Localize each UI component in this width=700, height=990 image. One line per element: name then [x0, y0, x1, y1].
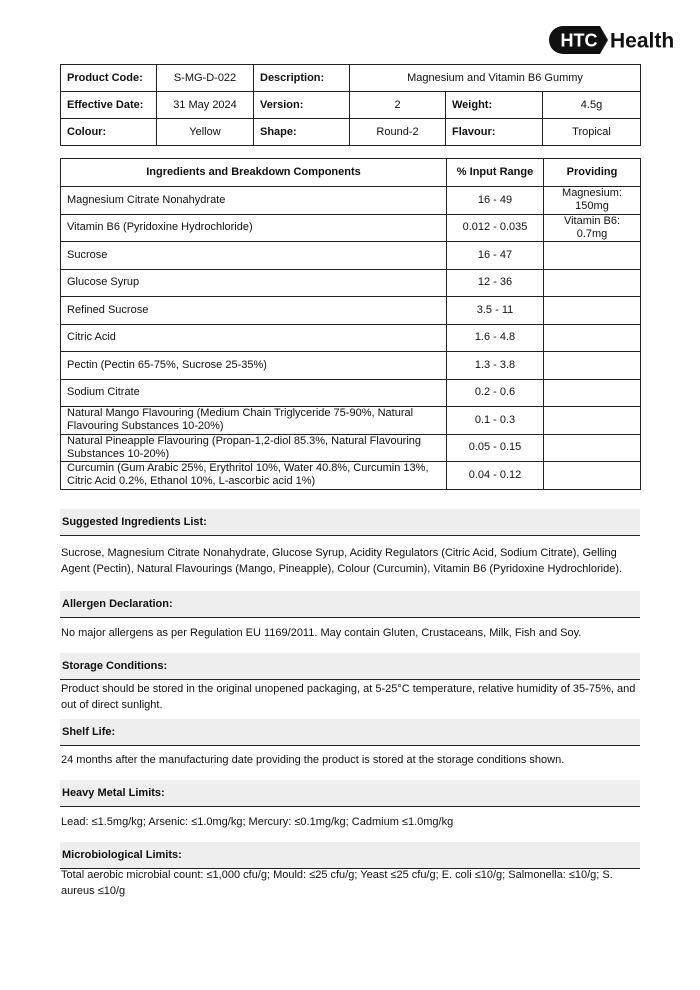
ingredient-providing	[544, 407, 641, 435]
ingredient-range: 16 - 49	[447, 187, 544, 215]
ingredients-list-text: Sucrose, Magnesium Citrate Nonahydrate, Glucose Syrup, Acidity Regulators (Citric Acid, Sodium Citrate), Gelling Agent (Pectin), Natural Flavourings (Mango, Pineapple), Colour (Curcumin), Vitamin B6 (Pyridoxine Hydrochloride).	[61, 547, 623, 575]
ingredient-name: Natural Pineapple Flavouring (Propan-1,2-diol 85.3%, Natural Flavouring Substances 10-20%)	[61, 434, 447, 462]
ingredients-table	[60, 158, 641, 490]
shape-value: Round-2	[350, 119, 446, 146]
table-row	[61, 324, 641, 352]
table-row	[61, 407, 641, 435]
heavy-metals-text: Lead: ≤1.5mg/kg; Arsenic: ≤1.0mg/kg; Mercury: ≤0.1mg/kg; Cadmium ≤1.0mg/kg	[61, 816, 454, 828]
colour-value: Yellow	[157, 119, 254, 146]
description-value: Magnesium and Vitamin B6 Gummy	[350, 65, 641, 92]
column-header-providing: Providing	[544, 159, 641, 187]
storage-heading: Storage Conditions:	[60, 653, 640, 680]
table-row	[61, 434, 641, 462]
ingredient-range: 1.3 - 3.8	[447, 352, 544, 380]
ingredient-providing	[544, 352, 641, 380]
header-row	[61, 92, 641, 119]
ingredient-providing	[544, 434, 641, 462]
ingredient-providing	[544, 324, 641, 352]
ingredient-range: 0.05 - 0.15	[447, 434, 544, 462]
weight-label: Weight:	[446, 92, 543, 119]
ingredient-providing	[544, 242, 641, 270]
flavour-value: Tropical	[543, 119, 641, 146]
shelf-life-text: 24 months after the manufacturing date providing the product is stored at the storage conditions shown.	[61, 754, 565, 766]
ingredients-header-row	[61, 159, 641, 187]
shelf-life-heading: Shelf Life:	[60, 719, 640, 746]
header-row	[61, 65, 641, 92]
ingredient-name: Curcumin (Gum Arabic 25%, Erythritol 10%, Water 40.8%, Curcumin 13%, Citric Acid 0.2%, Ethanol 10%, L-ascorbic acid 1%)	[61, 462, 447, 490]
column-header-ingredients: Ingredients and Breakdown Components	[61, 159, 447, 187]
ingredient-name: Refined Sucrose	[61, 297, 447, 325]
version-label: Version:	[254, 92, 350, 119]
ingredient-name: Citric Acid	[61, 324, 447, 352]
ingredient-providing: Magnesium: 150mg	[544, 187, 641, 215]
column-header-input-range: % Input Range	[447, 159, 544, 187]
effective-date-label: Effective Date:	[61, 92, 157, 119]
ingredient-name: Glucose Syrup	[61, 269, 447, 297]
ingredient-name: Sodium Citrate	[61, 379, 447, 407]
htc-health-logo	[548, 24, 682, 56]
table-row	[61, 242, 641, 270]
ingredient-providing	[544, 462, 641, 490]
description-label: Description:	[254, 65, 350, 92]
ingredient-providing	[544, 379, 641, 407]
allergen-heading: Allergen Declaration:	[60, 591, 640, 618]
microbiological-text: Total aerobic microbial count: ≤1,000 cfu/g; Mould: ≤25 cfu/g; Yeast ≤25 cfu/g; E. coli ≤10/g; Salmonella: ≤10/g; S. aureus ≤10/g	[61, 869, 613, 897]
ingredient-name: Vitamin B6 (Pyridoxine Hydrochloride)	[61, 214, 447, 242]
flavour-label: Flavour:	[446, 119, 543, 146]
product-header-table	[60, 64, 641, 146]
ingredient-providing: Vitamin B6: 0.7mg	[544, 214, 641, 242]
colour-label: Colour:	[61, 119, 157, 146]
table-row	[61, 379, 641, 407]
ingredient-name: Magnesium Citrate Nonahydrate	[61, 187, 447, 215]
heavy-metals-heading: Heavy Metal Limits:	[60, 780, 640, 807]
table-row	[61, 214, 641, 242]
table-row	[61, 297, 641, 325]
logo-mark: HTC	[560, 30, 598, 51]
ingredient-range: 0.1 - 0.3	[447, 407, 544, 435]
table-row	[61, 462, 641, 490]
table-row	[61, 187, 641, 215]
ingredient-providing	[544, 269, 641, 297]
logo-word: Health	[610, 29, 675, 53]
ingredients-list-heading: Suggested Ingredients List:	[60, 509, 640, 536]
version-value: 2	[350, 92, 446, 119]
table-row	[61, 269, 641, 297]
shape-label: Shape:	[254, 119, 350, 146]
product-code-value: S-MG-D-022	[157, 65, 254, 92]
storage-text: Product should be stored in the original unopened packaging, at 5-25°C temperature, relative humidity of 35-75%, and out of direct sunlight.	[61, 683, 636, 711]
effective-date-value: 31 May 2024	[157, 92, 254, 119]
weight-value: 4.5g	[543, 92, 641, 119]
allergen-text: No major allergens as per Regulation EU 1169/2011. May contain Gluten, Crustaceans, Milk, Fish and Soy.	[61, 627, 582, 639]
ingredient-name: Natural Mango Flavouring (Medium Chain Triglyceride 75-90%, Natural Flavouring Substances 10-20%)	[61, 407, 447, 435]
ingredient-range: 16 - 47	[447, 242, 544, 270]
product-code-label: Product Code:	[61, 65, 157, 92]
ingredient-range: 0.2 - 0.6	[447, 379, 544, 407]
ingredient-range: 0.012 - 0.035	[447, 214, 544, 242]
table-row	[61, 352, 641, 380]
ingredient-range: 12 - 36	[447, 269, 544, 297]
header-row	[61, 119, 641, 146]
ingredient-name: Sucrose	[61, 242, 447, 270]
ingredient-range: 0.04 - 0.12	[447, 462, 544, 490]
ingredient-name: Pectin (Pectin 65-75%, Sucrose 25-35%)	[61, 352, 447, 380]
microbiological-heading: Microbiological Limits:	[60, 842, 640, 869]
ingredient-providing	[544, 297, 641, 325]
ingredient-range: 1.6 - 4.8	[447, 324, 544, 352]
ingredient-range: 3.5 - 11	[447, 297, 544, 325]
